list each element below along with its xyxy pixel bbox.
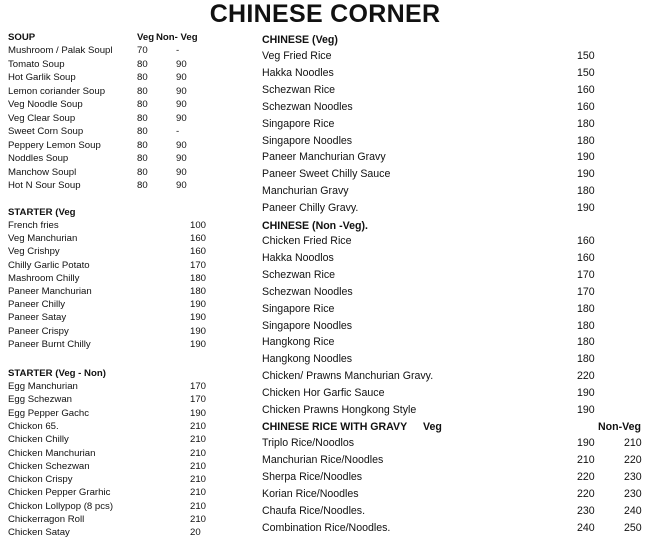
veg-price: 240 [577, 521, 595, 534]
item-name: Singapore Rice [262, 117, 335, 130]
item-name: Tomato Soup [8, 58, 65, 70]
item-price: 180 [190, 272, 207, 284]
item-name: Manchow Soupl [8, 166, 77, 178]
item-name: Veg Manchurian [8, 233, 78, 245]
item-name: Chaufa Rice/Noodles. [262, 504, 366, 517]
item-name: Chickon Crispy [8, 474, 73, 486]
item-price: 180 [577, 319, 595, 332]
veg-price: 80 [137, 85, 148, 97]
nonveg-price: 90 [176, 99, 187, 110]
item-price: 160 [577, 251, 595, 264]
veg-price: 190 [577, 437, 595, 449]
veg-price: 80 [137, 72, 148, 83]
item-name: Hangkong Rice [262, 336, 335, 349]
nonveg-price: 90 [176, 166, 187, 178]
section-heading: SOUP [8, 32, 36, 43]
item-price: 160 [190, 246, 207, 258]
item-price: 190 [190, 299, 207, 311]
item-price: 170 [190, 259, 207, 271]
item-price: 100 [190, 220, 207, 231]
item-name: Paneer Manchurian [8, 286, 92, 297]
item-name: Veg Crishpy [8, 246, 60, 258]
item-price: 210 [190, 500, 207, 512]
veg-price: 70 [137, 45, 148, 56]
item-name: Hot Garlik Soup [8, 72, 76, 83]
item-name: Sherpa Rice/Noodles [262, 470, 363, 483]
item-name: Chickon 65. [8, 420, 59, 432]
item-name: Hot N Sour Soup [8, 180, 81, 191]
item-name: Singapore Rice [262, 302, 335, 315]
item-name: Hakka Noodlos [262, 251, 334, 264]
veg-price: 210 [577, 453, 595, 466]
nonveg-price: - [176, 126, 180, 137]
item-name: Chicken Satay [8, 527, 70, 539]
item-name: Veg Noodle Soup [8, 99, 83, 110]
item-name: Veg Clear Soup [8, 112, 76, 124]
item-name: Korian Rice/Noodles [262, 487, 359, 500]
item-price: 20 [190, 527, 201, 539]
veg-price: 230 [577, 504, 595, 517]
item-price: 160 [577, 100, 595, 113]
section-heading: CHINESE (Veg) [262, 34, 338, 46]
item-price: 170 [190, 381, 207, 392]
item-price: 180 [577, 353, 595, 366]
item-name: Chickerragon Roll [8, 514, 85, 525]
item-name: Chicken Fried Rice [262, 235, 352, 247]
nonveg-price: 90 [176, 85, 187, 97]
veg-price: 220 [577, 470, 595, 483]
item-name: Paneer Manchurian Gravy [262, 151, 386, 164]
item-name: French fries [8, 220, 59, 231]
item-name: Manchurian Rice/Noodles [262, 453, 384, 466]
item-name: Sweet Corn Soup [8, 126, 84, 137]
veg-price: 80 [137, 139, 148, 151]
item-price: 190 [190, 407, 207, 419]
section-heading: CHINESE RICE WITH GRAVY [262, 421, 408, 433]
veg-price: 80 [137, 126, 148, 137]
veg-price: 80 [137, 166, 148, 178]
item-price: 210 [190, 460, 207, 472]
item-name: Lemon coriander Soup [8, 85, 106, 97]
item-name: Paneer Crispy [8, 325, 69, 337]
item-name: Schezwan Rice [262, 268, 336, 281]
item-price: 160 [577, 235, 595, 247]
item-price: 160 [190, 233, 207, 245]
item-price: 180 [577, 117, 595, 130]
veg-price: 220 [577, 487, 595, 500]
item-name: Paneer Burnt Chilly [8, 338, 91, 350]
item-price: 190 [190, 338, 207, 350]
item-name: Chicken Prawns Hongkong Style [262, 404, 417, 416]
section-heading: CHINESE (Non -Veg). [262, 220, 368, 232]
item-name: Paneer Satay [8, 312, 67, 324]
item-name: Mushroom / Palak Soupl [8, 45, 113, 56]
nonveg-price: - [176, 45, 180, 56]
veg-price: 80 [137, 153, 148, 164]
item-price: 150 [577, 50, 595, 62]
nonveg-price: 90 [176, 153, 187, 164]
item-name: Paneer Chilly Gravy. [262, 202, 359, 215]
item-price: 210 [190, 420, 207, 432]
item-name: Hakka Noodles [262, 66, 334, 79]
item-price: 190 [577, 202, 595, 215]
nonveg-price: 230 [624, 470, 642, 483]
nonveg-column-header: Non- Veg [156, 32, 198, 43]
nonveg-price: 90 [176, 112, 187, 124]
nonveg-price: 220 [624, 453, 642, 466]
item-name: Triplo Rice/Noodlos [262, 437, 355, 449]
item-name: Peppery Lemon Soup [8, 139, 101, 151]
item-name: Schezwan Noodles [262, 100, 353, 113]
nonveg-price: 210 [624, 437, 642, 449]
nonveg-price: 90 [176, 139, 187, 151]
item-name: Paneer Sweet Chilly Sauce [262, 168, 391, 181]
item-name: Manchurian Gravy [262, 185, 349, 198]
item-name: Chicken/ Prawns Manchurian Gravy. [262, 370, 434, 383]
item-name: Chickon Lollypop (8 pcs) [8, 500, 114, 512]
item-price: 180 [190, 286, 207, 297]
nonveg-price: 90 [176, 58, 187, 70]
item-price: 160 [577, 83, 595, 96]
item-price: 190 [190, 312, 207, 324]
item-name: Singapore Noodles [262, 319, 353, 332]
veg-column-header: Veg [137, 32, 155, 43]
item-name: Chilly Garlic Potato [8, 259, 90, 271]
veg-price: 80 [137, 58, 148, 70]
item-price: 190 [577, 168, 595, 181]
veg-price: 80 [137, 99, 148, 110]
item-price: 170 [577, 285, 595, 298]
item-price: 150 [577, 66, 595, 79]
veg-column-header: Veg [423, 421, 442, 433]
nonveg-price: 230 [624, 487, 642, 500]
item-price: 210 [190, 434, 207, 446]
item-price: 190 [577, 404, 595, 416]
item-name: Chicken Pepper Grarhic [8, 487, 111, 499]
item-price: 210 [190, 487, 207, 499]
item-name: Egg Pepper Gachc [8, 407, 90, 419]
nonveg-price: 90 [176, 72, 187, 83]
item-price: 180 [577, 185, 595, 198]
item-name: Mashroom Chilly [8, 272, 80, 284]
item-price: 190 [577, 387, 595, 400]
item-name: Veg Fried Rice [262, 50, 332, 62]
item-name: Singapore Noodles [262, 134, 353, 147]
item-name: Noddles Soup [8, 153, 69, 164]
section-heading: STARTER (Veg [8, 207, 76, 218]
item-price: 210 [190, 514, 207, 525]
veg-price: 80 [137, 180, 148, 191]
item-name: Schezwan Rice [262, 83, 336, 96]
item-price: 190 [577, 151, 595, 164]
item-name: Combination Rice/Noodles. [262, 521, 391, 534]
veg-price: 80 [137, 112, 148, 124]
item-price: 190 [190, 325, 207, 337]
nonveg-price: 90 [176, 180, 187, 191]
item-name: Paneer Chilly [8, 299, 66, 311]
nonveg-price: 250 [624, 521, 642, 534]
item-name: Hangkong Noodles [262, 353, 353, 366]
item-price: 170 [190, 394, 207, 406]
item-price: 220 [577, 370, 595, 383]
nonveg-price: 240 [624, 504, 642, 517]
menu-title: CHINESE CORNER [209, 0, 441, 28]
item-name: Chicken Schezwan [8, 460, 90, 472]
section-heading: STARTER (Veg - Non) [8, 368, 106, 379]
item-name: Egg Schezwan [8, 394, 72, 406]
nonveg-column-header: Non-Veg [598, 421, 641, 433]
item-name: Chicken Chilly [8, 434, 69, 446]
item-price: 170 [577, 268, 595, 281]
item-price: 210 [190, 447, 207, 459]
item-name: Chicken Manchurian [8, 447, 96, 459]
item-name: Schezwan Noodles [262, 285, 353, 298]
item-name: Chicken Hor Garfic Sauce [262, 387, 385, 400]
item-price: 210 [190, 474, 207, 486]
item-price: 180 [577, 336, 595, 349]
item-name: Egg Manchurian [8, 381, 78, 392]
item-price: 180 [577, 302, 595, 315]
item-price: 180 [577, 134, 595, 147]
